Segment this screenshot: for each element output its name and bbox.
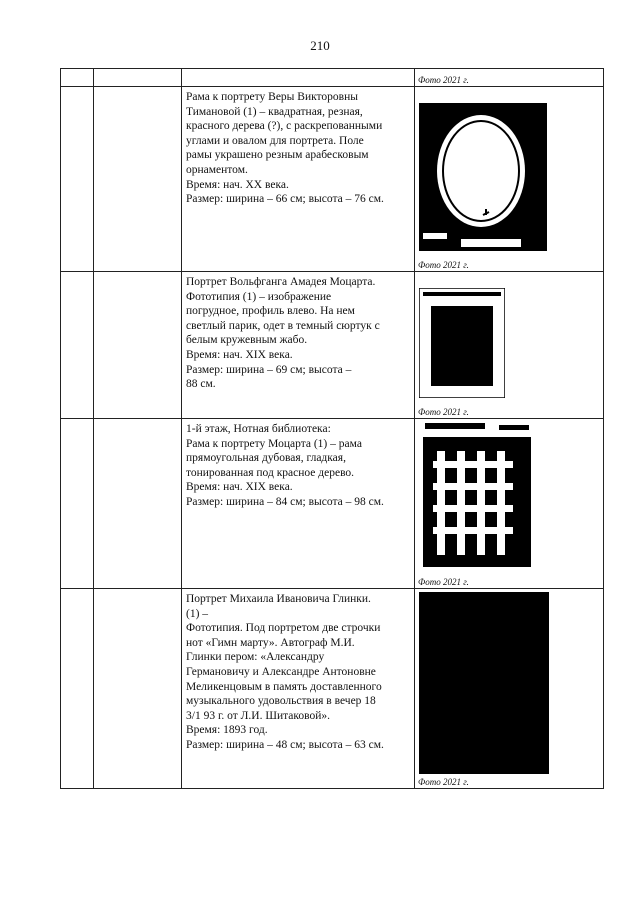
description-line: углами и овалом для портрета. Поле: [186, 134, 364, 147]
rectangular-frame-photo: [419, 421, 535, 573]
description-line: Размер: ширина – 66 см; высота – 76 см.: [186, 193, 384, 206]
table-row: [61, 589, 604, 789]
description-line: Портрет Вольфганга Амадея Моцарта.: [186, 276, 376, 288]
description-line: Глинки пером: «Александру: [186, 651, 325, 664]
table-row: [61, 87, 604, 272]
description-line: Время: нач. XIX века.: [186, 348, 293, 361]
table-row: [61, 419, 604, 589]
description-line: тонированная под красное дерево.: [186, 466, 355, 479]
description-cell: [182, 87, 415, 272]
photo-cell: [415, 272, 604, 419]
description-line: Рама к портрету Моцарта (1) – рама: [186, 437, 362, 450]
description-cell: [182, 69, 415, 87]
name-cell: [94, 419, 182, 589]
description-line: Тимановой (1) – квадратная, резная,: [186, 105, 363, 118]
name-cell: [94, 272, 182, 419]
description-line: белым кружевным жабо.: [186, 334, 308, 347]
inventory-table: [60, 68, 604, 789]
description-cell: [182, 419, 415, 589]
glinka-portrait-photo: [419, 592, 549, 774]
description-line: Время: 1893 год.: [186, 724, 268, 737]
table-row: [61, 272, 604, 419]
number-cell: [61, 87, 94, 272]
description-cell: [182, 589, 415, 789]
description-line: 1-й этаж, Нотная библиотека:: [186, 423, 331, 435]
description-line: музыкального удовольствия в вечер 18: [186, 695, 376, 708]
description-line: рамы украшено резным арабесковым: [186, 149, 369, 162]
description-line: Германовичу и Александре Антоновне: [186, 665, 376, 678]
photo-caption: Фото 2021 г.: [418, 260, 469, 270]
description-line: Размер: ширина – 48 см; высота – 63 см.: [186, 738, 384, 751]
description-line: Портрет Михаила Ивановича Глинки.: [186, 593, 371, 605]
number-cell: [61, 272, 94, 419]
description-line: Фототипия (1) – изображение: [186, 290, 332, 303]
photo-cell: [415, 419, 604, 589]
description-line: Время: нач. XX века.: [186, 178, 289, 191]
name-cell: [94, 87, 182, 272]
page-number: 210: [310, 38, 330, 53]
number-cell: [61, 419, 94, 589]
name-cell: [94, 589, 182, 789]
photo-cell: [415, 589, 604, 789]
mozart-portrait-photo: [419, 288, 505, 398]
description-line: 3/1 93 г. от Л.И. Шитаковой».: [186, 709, 331, 722]
description-line: (1) –: [186, 607, 209, 620]
description-line: красного дерева (?), с раскрепованными: [186, 120, 383, 133]
photo-caption: Фото 2021 г.: [418, 407, 469, 417]
description-line: Время: нач. XIX века.: [186, 481, 293, 494]
photo-cell: [415, 69, 604, 87]
description-line: Меликенцовым в память доставленного: [186, 680, 382, 693]
photo-cell: [415, 87, 604, 272]
oval-frame-photo: [419, 103, 547, 251]
description-line: Фототипия. Под портретом две строчки: [186, 622, 381, 635]
description-line: погрудное, профиль влево. На нем: [186, 305, 355, 318]
photo-caption: Фото 2021 г.: [418, 777, 469, 787]
description-line: Размер: ширина – 69 см; высота –: [186, 363, 352, 376]
description-line: прямоугольная дубовая, гладкая,: [186, 452, 346, 465]
photo-caption: Фото 2021 г.: [418, 577, 469, 587]
table-row: [61, 69, 604, 87]
name-cell: [94, 69, 182, 87]
description-line: орнаментом.: [186, 163, 248, 176]
number-cell: [61, 589, 94, 789]
description-line: светлый парик, одет в темный сюртук с: [186, 319, 380, 332]
number-cell: [61, 69, 94, 87]
description-line: Размер: ширина – 84 см; высота – 98 см.: [186, 495, 384, 508]
description-cell: [182, 272, 415, 419]
description-line: нот «Гимн марту». Автограф М.И.: [186, 636, 355, 649]
photo-caption: Фото 2021 г.: [418, 75, 469, 85]
description-line: 88 см.: [186, 378, 216, 391]
description-line: Рама к портрету Веры Викторовны: [186, 91, 358, 103]
